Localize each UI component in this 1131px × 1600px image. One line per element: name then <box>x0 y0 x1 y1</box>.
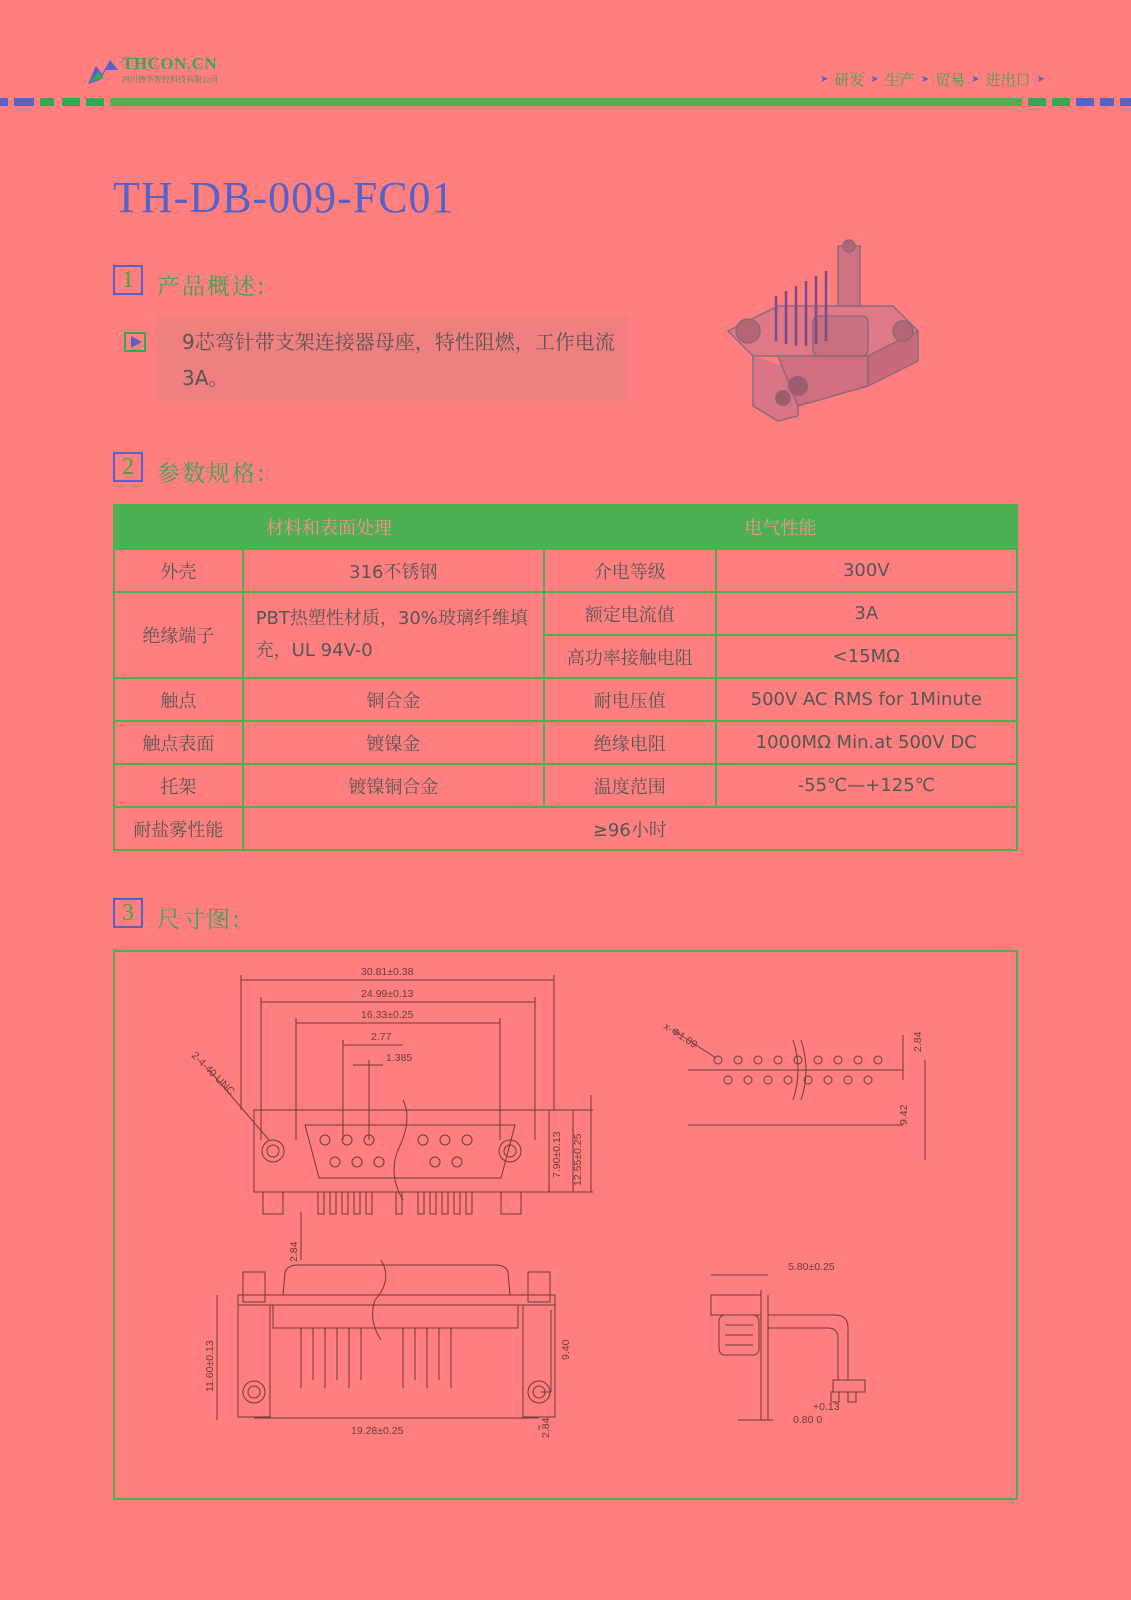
dim-label: 2.84 <box>540 1417 552 1438</box>
product-image <box>718 236 933 428</box>
top-view-flange <box>254 1110 549 1192</box>
dim-label: 9.40 <box>560 1339 572 1360</box>
cell-label: 介电等级 <box>544 549 716 592</box>
cell-value: 1000MΩ Min.at 500V DC <box>716 721 1017 764</box>
nav-arrow-icon: ➤ <box>971 74 980 85</box>
section-number: 2 <box>113 452 143 482</box>
cell-value: <15MΩ <box>716 635 1017 678</box>
logo-subtitle: 四川德华智控科技有限公司 <box>122 75 218 84</box>
section-heading-spec: 参数规格: <box>157 461 267 487</box>
cell-label: 绝缘电阻 <box>544 721 716 764</box>
cell-label: 外壳 <box>114 549 243 592</box>
cell-value: 镀镍金 <box>243 721 544 764</box>
logo-text: THCON.CN <box>122 54 218 73</box>
cell-label: 绝缘端子 <box>114 592 243 678</box>
dim-label: 11.60±0.13 <box>204 1340 216 1392</box>
cell-label: 温度范围 <box>544 764 716 807</box>
table-row <box>114 721 1017 764</box>
header-electrical: 电气性能 <box>544 505 1017 549</box>
header-materials: 材料和表面处理 <box>114 505 544 549</box>
dim-label: 19.28±0.25 <box>351 1425 404 1437</box>
nav-arrow-icon: ➤ <box>920 74 930 85</box>
dim-label: x-Φ1.09 <box>661 1020 700 1051</box>
dimension-drawing <box>113 950 1018 1500</box>
cell-label: 耐电压值 <box>544 678 716 721</box>
dim-label: 16.33±0.25 <box>361 1009 414 1021</box>
cell-value: 300V <box>716 549 1017 592</box>
front-view-flange <box>238 1295 555 1305</box>
dim-label: 0.80 0 <box>793 1414 823 1426</box>
cell-label: 额定电流值 <box>544 592 716 635</box>
dim-label: +0.13 <box>813 1401 840 1413</box>
nav-item-rd[interactable]: 研发 <box>834 71 865 89</box>
nav-item-production[interactable]: 生产 <box>884 71 915 89</box>
nav-arrow-icon: ➤ <box>870 74 879 85</box>
dim-label: 5.80±0.25 <box>788 1261 835 1273</box>
top-view-shell <box>305 1125 515 1178</box>
dim-label: 12.55±0.25 <box>572 1133 584 1186</box>
cell-label: 触点 <box>114 678 243 721</box>
page-title: TH-DB-009-FC01 <box>113 173 455 222</box>
cell-value: 500V AC RMS for 1Minute <box>716 678 1017 721</box>
dim-label: 2.84 <box>912 1031 924 1052</box>
cell-value: ≥96小时 <box>243 807 1017 850</box>
logo-bird-icon <box>86 56 120 86</box>
table-row <box>114 807 1017 850</box>
overview-text: 9芯弯针带支架连接器母座，特性阻燃，工作电流3A。 <box>182 330 615 390</box>
cell-label: 触点表面 <box>114 721 243 764</box>
dim-label: 24.99±0.13 <box>361 988 414 1000</box>
dim-label: 1.385 <box>386 1052 413 1064</box>
table-row <box>114 549 1017 592</box>
dim-label: 30.81±0.38 <box>361 966 414 978</box>
cell-value: PBT热塑性材质，30%玻璃纤维填充，UL 94V-0 <box>243 592 544 678</box>
table-row <box>114 678 1017 721</box>
cell-label: 耐盐雾性能 <box>114 807 243 850</box>
dim-label: 2.77 <box>371 1031 392 1043</box>
top-nav <box>818 69 1047 90</box>
dim-label: 7.90±0.13 <box>551 1131 563 1178</box>
cell-value: -55℃—+125℃ <box>716 764 1017 807</box>
cell-value: 镀镍铜合金 <box>243 764 544 807</box>
nav-arrow-icon: ➤ <box>819 74 829 85</box>
nav-item-trade[interactable]: 贸易 <box>935 71 966 89</box>
cell-value: 铜合金 <box>243 678 544 721</box>
section-heading-overview: 产品概述: <box>157 274 267 300</box>
table-row <box>114 764 1017 807</box>
section-heading-dimensions: 尺寸图: <box>157 907 242 933</box>
dim-label: 2.84 <box>288 1241 300 1262</box>
spec-table <box>113 504 1018 851</box>
section-number: 1 <box>113 265 143 295</box>
cell-label: 高功率接触电阻 <box>544 635 716 678</box>
cell-value: 3A <box>716 592 1017 635</box>
company-logo[interactable] <box>86 54 246 88</box>
dim-label: 2-4-40 UNC <box>188 1049 237 1098</box>
play-bullet-icon <box>124 332 146 352</box>
header-stripe <box>0 98 1131 106</box>
section-number: 3 <box>113 898 143 928</box>
cell-label: 托架 <box>114 764 243 807</box>
nav-item-import-export[interactable]: 进出口 <box>985 71 1031 89</box>
front-view-pins <box>301 1328 451 1388</box>
dim-label: 9.42 <box>898 1104 910 1125</box>
table-header-row <box>114 505 1017 549</box>
nav-arrow-icon: ➤ <box>1036 74 1045 85</box>
table-row <box>114 592 1017 635</box>
cell-value: 316不锈钢 <box>243 549 544 592</box>
